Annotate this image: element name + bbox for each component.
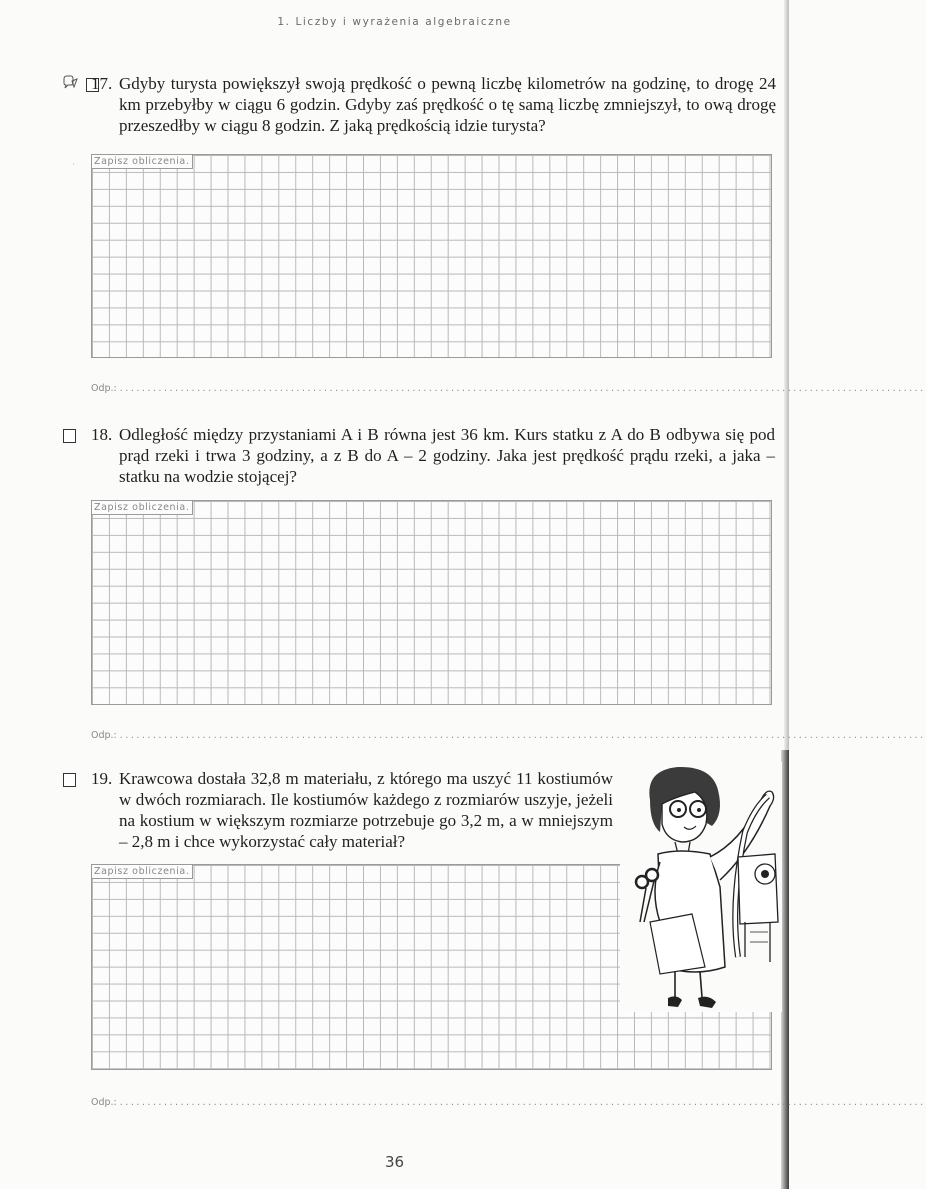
answer-label: Odp.:	[91, 383, 117, 394]
problem-19	[91, 768, 613, 852]
page-shadow-top	[784, 0, 789, 750]
problem-text: Odległość między przystaniami A i B równa jest 36 km. Kurs statku z A do B odbywa się pod prąd rzeki i trwa 3 godziny, a z B do A – 2 godziny. Jaka jest prędkość prądu rzeki, a jaka – statku na wodzie stojącej?	[119, 425, 775, 486]
problem-number: 18.	[91, 425, 113, 444]
calculation-grid-18[interactable]	[91, 500, 772, 705]
problem-19-checkbox[interactable]	[63, 773, 76, 787]
problem-18-checkbox[interactable]	[63, 429, 76, 443]
grid-label: Zapisz obliczenia.	[92, 155, 193, 169]
page-binding-shadow	[781, 750, 789, 1189]
problem-number: 19.	[91, 769, 113, 788]
answer-label: Odp.:	[91, 730, 117, 741]
grid-label: Zapisz obliczenia.	[92, 501, 193, 515]
grid-label: Zapisz obliczenia.	[92, 865, 193, 879]
problem-number: 17.	[91, 74, 113, 93]
group-work-icon	[62, 75, 84, 93]
problem-18	[91, 424, 775, 487]
answer-line-17[interactable]: Odp.: ..................................................................................................................................................	[91, 383, 926, 394]
problem-text: Gdyby turysta powiększył swoją prędkość o pewną liczbę kilometrów na godzinę, to drogę 24 km przebyłby w ciągu 6 godzin. Gdyby zaś prędkość o tę samą liczbę zmniejszył, to ową drogę przeszedłby w ciągu 8 godzin. Z jaką prędkością idzie turysta?	[119, 74, 776, 135]
seamstress-illustration	[620, 762, 782, 1012]
answer-line-19[interactable]: Odp.: ..................................................................................................................................................	[91, 1097, 926, 1108]
answer-line-18[interactable]: Odp.: ..................................................................................................................................................	[91, 730, 926, 741]
problem-text: Krawcowa dostała 32,8 m materiału, z którego ma uszyć 11 kostiumów w dwóch rozmiarach. Ile kostiumów każdego z rozmiarów uszyje, jeżeli na kostium w większym rozmiarze potrzebuje go 3,2 m, a w mniejszym – 2,8 m i chce wykorzystać cały materiał?	[119, 769, 613, 851]
running-header: 1. Liczby i wyrażenia algebraiczne	[277, 16, 512, 28]
calculation-grid-17[interactable]	[91, 154, 772, 358]
answer-label: Odp.:	[91, 1097, 117, 1108]
margin-mark: ·	[72, 160, 75, 169]
page-number: 36	[384, 1153, 405, 1171]
problem-17	[91, 73, 776, 136]
